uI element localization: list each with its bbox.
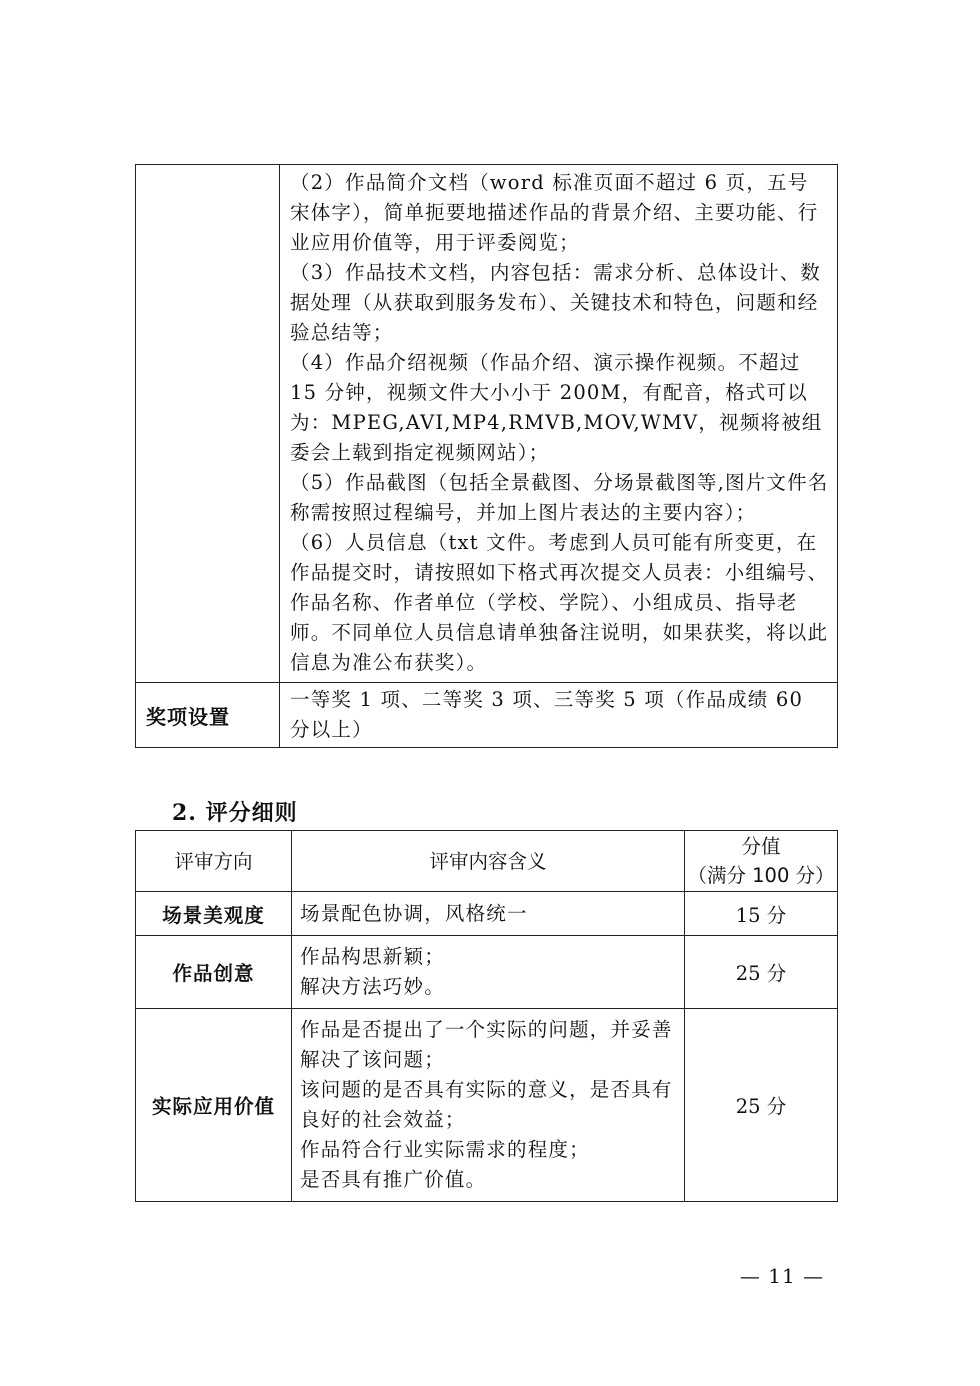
criterion-content xyxy=(292,1009,685,1202)
page-number: — 11 — xyxy=(739,1264,825,1288)
header-score-line1: 分值 xyxy=(741,835,781,858)
criterion-line: 该问题的是否具有实际的意义，是否具有良好的社会效益； xyxy=(300,1078,673,1131)
award-text: 一等奖 1 项、二等奖 3 项、三等奖 5 项（作品成绩 60 分以上） xyxy=(280,683,838,748)
header-content: 评审内容含义 xyxy=(292,831,685,892)
criterion-line: 解决方法巧妙。 xyxy=(300,975,445,998)
header-direction: 评审方向 xyxy=(136,831,292,892)
criterion-direction: 实际应用价值 xyxy=(136,1009,292,1202)
requirement-item: （5）作品截图（包括全景截图、分场景截图等,图片文件名称需按照过程编号，并加上图片表达的主要内容）； xyxy=(290,471,829,524)
requirements-row xyxy=(136,165,838,683)
requirements-content-cell xyxy=(280,165,838,683)
criterion-line: 场景配色协调，风格统一 xyxy=(300,901,528,925)
award-row xyxy=(136,683,838,748)
requirement-item: （3）作品技术文档，内容包括：需求分析、总体设计、数据处理（从获取到服务发布）、关键技术和特色，问题和经验总结等； xyxy=(290,261,822,344)
requirement-item: （4）作品介绍视频（作品介绍、演示操作视频。不超过 15 分钟，视频文件大小小于 200M，有配音，格式可以为：MPEG,AVI,MP4,RMVB,MOV,WMV，视频将被组委会上载到指定视频网站）； xyxy=(290,351,823,464)
criterion-direction: 作品创意 xyxy=(136,936,292,1009)
criterion-score: 25 分 xyxy=(685,936,838,1009)
requirement-item: （6）人员信息（txt 文件。考虑到人员可能有所变更，在作品提交时，请按照如下格式再次提交人员表：小组编号、作品名称、作者单位（学校、学院）、小组成员、指导老师。不同单位人员信息请单独备注说明，如果获奖，将以此信息为准公布获奖）。 xyxy=(290,531,829,674)
table-row xyxy=(136,1009,838,1202)
criterion-score: 15 分 xyxy=(685,892,838,936)
criterion-line: 作品构思新颖； xyxy=(300,945,445,968)
criterion-content xyxy=(292,892,685,936)
requirement-item: （2）作品简介文档（word 标准页面不超过 6 页，五号宋体字），简单扼要地描述作品的背景介绍、主要功能、行业应用价值等，用于评委阅览； xyxy=(290,171,819,254)
header-score xyxy=(685,831,838,892)
criterion-line: 是否具有推广价值。 xyxy=(300,1168,487,1191)
criterion-line: 作品是否提出了一个实际的问题，并妥善解决了该问题； xyxy=(300,1018,673,1071)
requirements-label-cell xyxy=(136,165,280,683)
criterion-line: 作品符合行业实际需求的程度； xyxy=(300,1138,590,1161)
scoring-rules-table xyxy=(135,830,838,1202)
section-heading: 2. 评分细则 xyxy=(172,800,298,826)
table-row xyxy=(136,892,838,936)
submission-requirements-table xyxy=(135,164,838,748)
award-label: 奖项设置 xyxy=(136,683,280,748)
score-table-header-row xyxy=(136,831,838,892)
criterion-direction: 场景美观度 xyxy=(136,892,292,936)
table-row xyxy=(136,936,838,1009)
criterion-content xyxy=(292,936,685,1009)
criterion-score: 25 分 xyxy=(685,1009,838,1202)
header-score-line2: （满分 100 分） xyxy=(687,864,835,887)
